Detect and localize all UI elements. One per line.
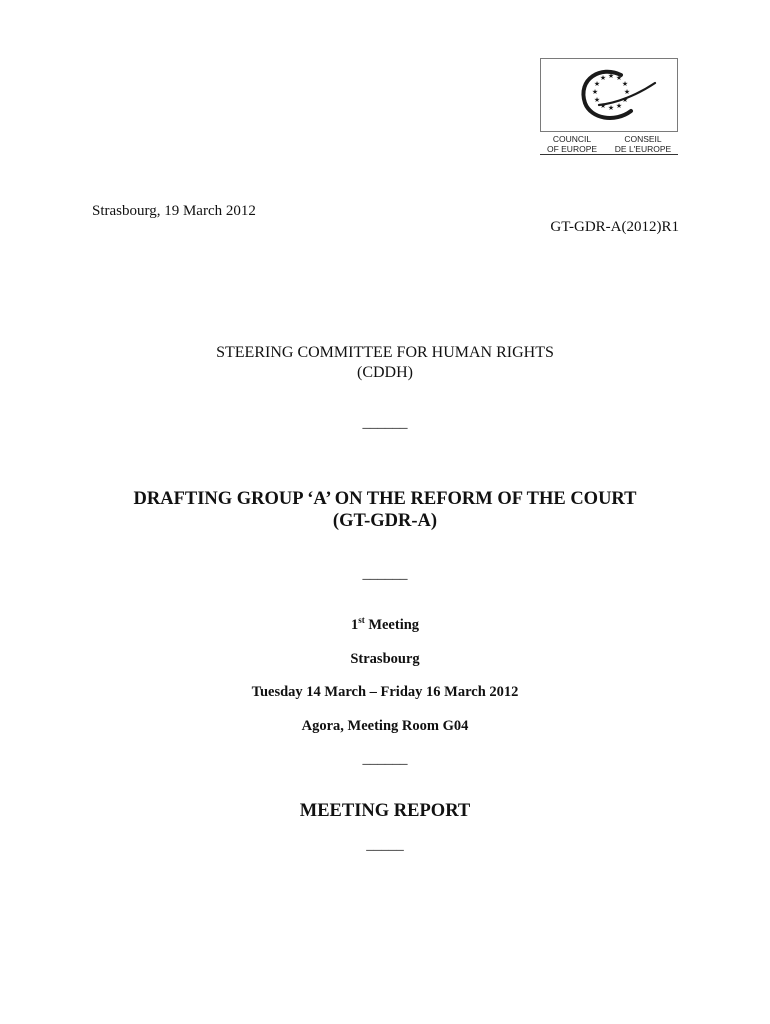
logo-caption-en-line2: OF EUROPE: [546, 144, 598, 154]
meeting-number-value: 1: [350, 617, 359, 633]
group-name: DRAFTING GROUP ‘A’ ON THE REFORM OF THE COURT: [133, 489, 637, 509]
logo-caption-fr-line2: DE L'EUROPE: [614, 144, 672, 154]
logo-caption-en-line1: COUNCIL: [552, 134, 592, 144]
separator-1: ______: [362, 415, 408, 431]
separator-2: ______: [362, 566, 408, 582]
svg-text:★: ★: [593, 96, 601, 104]
svg-text:★: ★: [621, 96, 629, 104]
meeting-dates: Tuesday 14 March – Friday 16 March 2012: [251, 684, 519, 700]
meeting-number-suffix: st: [358, 615, 365, 625]
meeting-number: [0, 617, 770, 634]
committee-name: STEERING COMMITTEE FOR HUMAN RIGHTS: [216, 344, 554, 361]
separator-3: ______: [362, 751, 408, 767]
svg-text:★: ★: [593, 80, 601, 88]
report-title: MEETING REPORT: [299, 801, 471, 821]
svg-text:★: ★: [599, 102, 607, 110]
meeting-city: Strasbourg: [350, 651, 420, 667]
stars-emblem-icon: [541, 59, 677, 131]
committee-acronym: (CDDH): [357, 364, 413, 381]
svg-text:★: ★: [615, 74, 623, 82]
logo-caption-fr-line1: CONSEIL: [624, 134, 662, 144]
council-of-europe-logo: [540, 58, 678, 132]
meeting-venue: Agora, Meeting Room G04: [301, 718, 469, 734]
svg-text:★: ★: [607, 104, 615, 112]
logo-underline: [540, 154, 678, 155]
svg-text:★: ★: [615, 102, 623, 110]
svg-text:★: ★: [599, 74, 607, 82]
meeting-number-label: Meeting: [364, 617, 420, 633]
svg-text:★: ★: [591, 88, 599, 96]
svg-text:★: ★: [621, 80, 629, 88]
separator-4: _____: [366, 837, 404, 853]
document-reference: GT-GDR-A(2012)R1: [550, 219, 679, 235]
svg-text:★: ★: [623, 88, 631, 96]
svg-text:★: ★: [607, 72, 615, 80]
group-acronym: (GT-GDR-A): [332, 511, 438, 531]
document-date: Strasbourg, 19 March 2012: [92, 203, 256, 219]
